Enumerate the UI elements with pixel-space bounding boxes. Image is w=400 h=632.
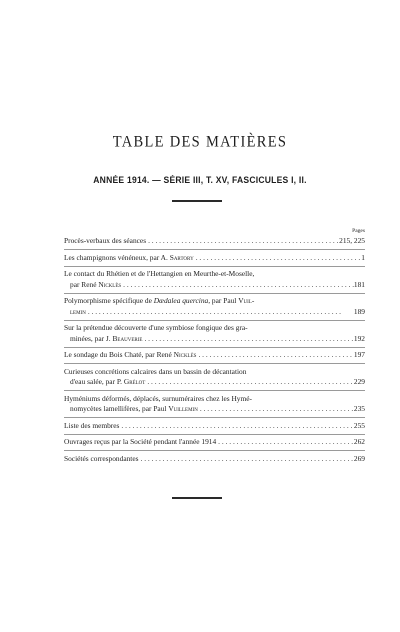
page-number: 197 [353,350,365,359]
toc-entry [64,394,365,415]
entry-separator [64,450,365,451]
toc-entry-text: Curieuses concrétions calcaires dans un bassin de décantation [64,366,247,376]
dot-leader [216,437,354,448]
page-number: 262 [353,437,365,446]
author-name: Grélot [123,377,146,386]
page-number: 235 [353,404,365,413]
title-divider [172,200,222,202]
dot-leader [194,253,362,264]
toc-entry [64,367,365,388]
toc-entry-line [64,404,365,415]
dot-leader [142,334,353,345]
toc-entry [64,350,365,361]
toc-entry-line [64,421,365,432]
entry-separator [64,434,365,435]
toc-entry-line [64,367,365,378]
toc-entry-text: Les champignons vénéneux, par A. Sartory [64,252,194,262]
page-number: 269 [353,453,365,463]
author-name: Vuillemin [168,404,198,413]
author-name: lemin [70,306,86,316]
toc-entry-text: Polymorphisme spécifique de Dædalea quercina, par Paul Vuil- [64,296,255,305]
toc-entry-text: Le sondage du Bois Chaté, par René Nicklès [64,350,197,359]
toc-entry-text: Le contact du Rhétien et de l'Hettangien en Meurthe-et-Moselle, [64,269,255,278]
toc-entry-line [64,350,365,361]
toc-entry-line [64,323,365,334]
toc-entry-line [64,253,365,264]
entry-separator [64,363,365,364]
toc-entry-line [64,334,365,345]
toc-entry-line [64,437,365,448]
author-name: Sartory [169,252,194,262]
toc-entry-text: nomycètes lamellifères, par Paul Vuillemin [70,404,198,413]
volume-subtitle: ANNÉE 1914. — SÉRIE III, T. XV, FASCICULES I, II. [93,175,307,185]
page-number: 189 [353,306,365,316]
toc-entry-line [64,454,365,465]
author-name: Nicklès [173,350,197,359]
toc-entry-text: d'eau salée, par P. Grélot [70,377,146,386]
toc-entry-text: Procès-verbaux des séances [64,236,147,245]
dot-leader [86,307,354,318]
dot-leader [145,377,354,388]
toc-entry-line [64,394,365,405]
toc-entry-text [70,307,86,318]
toc-entry-text: Sociétés correspondantes [64,453,139,463]
dot-leader [119,421,353,432]
toc-entry [64,437,365,448]
toc-entry [64,323,365,344]
entry-separator [64,249,365,250]
page-number: 215, 225 [339,236,365,245]
page-title: TABLE DES MATIÈRES [112,132,288,151]
toc-entry-line [64,377,365,388]
author-name: Beauverie [112,333,143,343]
toc-entry-line [64,269,365,280]
page-number: 1 [361,252,365,262]
page-number: 229 [353,377,365,386]
toc-entry [64,253,365,264]
dot-leader [196,350,353,361]
dot-leader [121,280,354,291]
entry-separator [64,320,365,321]
toc-entry [64,296,365,317]
dot-leader [146,236,339,247]
page-number: 255 [353,420,365,430]
toc-entry [64,236,365,247]
entry-separator [64,347,365,348]
bottom-divider [172,497,222,499]
page-number: 192 [353,333,365,343]
toc-entry [64,269,365,290]
toc-entry-line [64,236,365,247]
entry-separator [64,266,365,267]
entry-separator [64,390,365,391]
entry-separator [64,293,365,294]
toc-entry [64,454,365,465]
toc-entry-line [64,307,365,318]
dot-leader [198,404,354,415]
toc-entry-text: Liste des membres [64,420,120,430]
toc-entry-text: minées, par J. Beauverie [70,333,143,343]
toc-entry-line [64,280,365,291]
pages-column-label: Pages [352,228,365,234]
author-name: Nicklès [98,279,122,289]
author-name: Vuil- [238,296,255,305]
toc-entry-line [64,296,365,307]
toc-entry-text: Hyméniums déformés, déplacés, surnuméraires chez les Hymé- [64,393,252,403]
toc-entry [64,421,365,432]
table-of-contents [64,236,365,464]
dot-leader [139,454,354,465]
toc-entry-text: Ouvrages reçus par la Société pendant l'année 1914 [64,437,217,446]
page-number: 181 [353,279,365,289]
toc-entry-text: par René Nicklès [70,279,122,289]
entry-separator [64,417,365,418]
toc-entry-text: Sur la prétendue découverte d'une symbiose fongique des gra- [64,323,248,332]
